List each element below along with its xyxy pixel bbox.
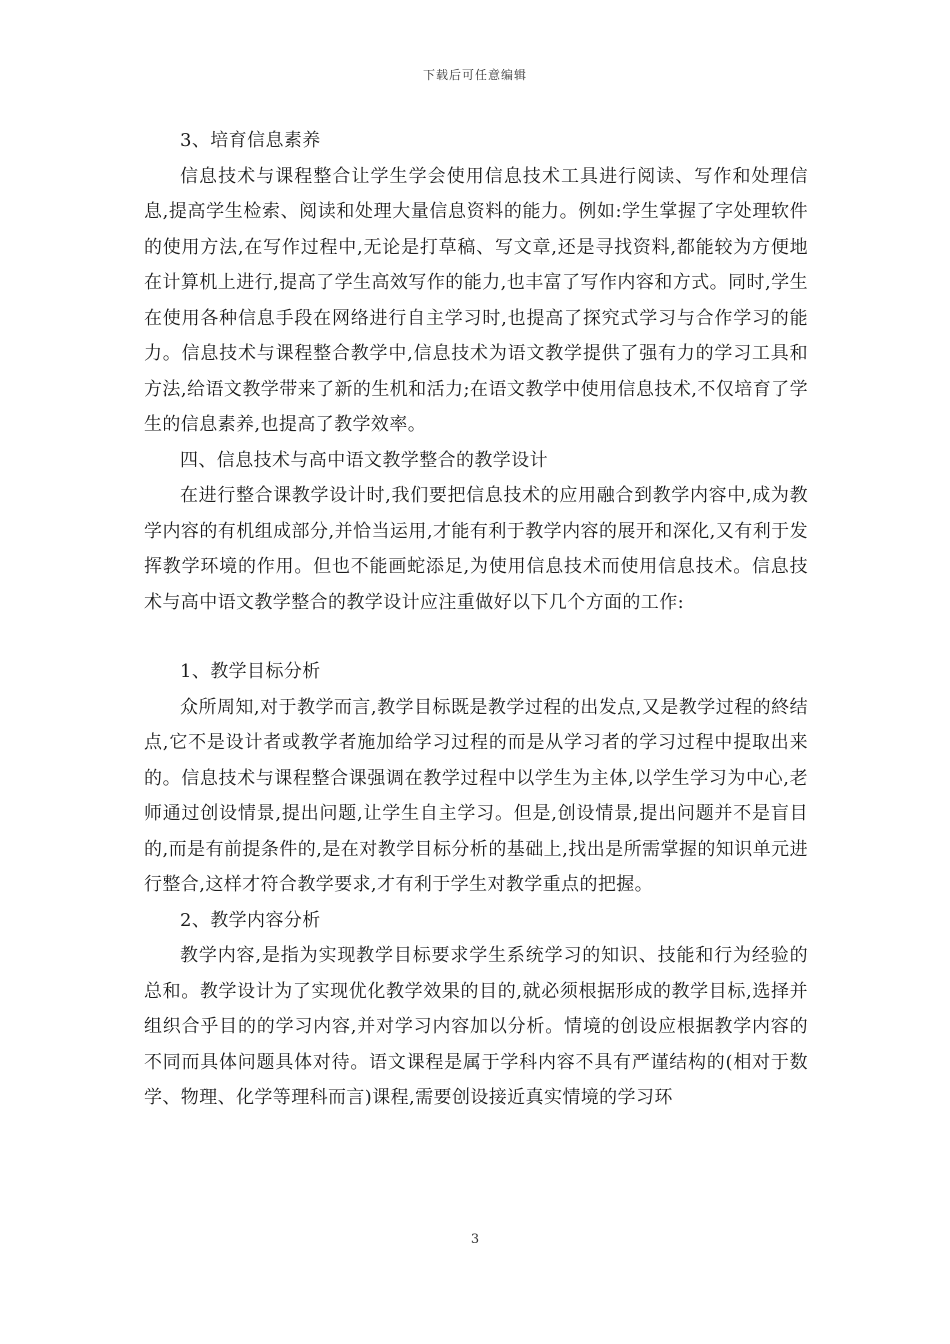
- paragraph-teaching-content: 教学内容,是指为实现教学目标要求学生系统学习的知识、技能和行为经验的总和。教学设计为了实现优化教学效果的目的,就必须根据形成的教学目标,选择并组织合乎目的的学习内容,并对学习内容加以分析。情境的创设应根据教学内容的不同而具体问题具体对待。语文课程是属于学科内容不具有严谨结构的(相对于数学、物理、化学等理科而言)课程,需要创设接近真实情境的学习环: [144, 945, 808, 1108]
- heading-section-4: 四、信息技术与高中语文教学整合的教学设计: [180, 449, 548, 471]
- page-header: 下载后可任意编辑: [422, 68, 527, 82]
- paragraph-teaching-goals: 众所周知,对于教学而言,教学目标既是教学过程的出发点,又是教学过程的終结点,它不是设计者或教学者施加给学习过程的而是从学习者的学习过程中提取出来的。信息技术与课程整合课强调在教学过程中以学生为主体,以学生学习为中心,老师通过创设情景,提出问题,让学生自主学习。但是,创设情景,提出问题并不是盲目的,而是有前提条件的,是在对教学目标分析的基础上,找出是所需掌握的知识单元进行整合,这样才符合教学要求,才有利于学生对教学重点的把握。: [144, 696, 808, 895]
- paragraph-section-4-intro: 在进行整合课教学设计时,我们要把信息技术的应用融合到教学内容中,成为教学内容的有机组成部分,并恰当运用,才能有利于教学内容的展开和深化,又有利于发挥教学环境的作用。但也不能画蛇添足,为使用信息技术而使用信息技术。信息技术与高中语文教学整合的教学设计应注重做好以下几个方面的工作:: [144, 485, 808, 613]
- page-number: 3: [470, 1232, 480, 1247]
- heading-1-teaching-goals: 1、教学目标分析: [180, 661, 321, 682]
- heading-2-teaching-content: 2、教学内容分析: [180, 909, 321, 931]
- document-body: [144, 123, 808, 1116]
- paragraph-info-literacy: 信息技术与课程整合让学生学会使用信息技术工具进行阅读、写作和处理信息,提高学生检索、阅读和处理大量信息资料的能力。例如:学生掌握了字处理软件的使用方法,在写作过程中,无论是打草稿、写文章,还是寻找资料,都能较为方便地在计算机上进行,提高了学生高效写作的能力,也丰富了写作内容和方式。同时,学生在使用各种信息手段在网络进行自主学习时,也提高了探究式学习与合作学习的能力。信息技术与课程整合教学中,信息技术为语文教学提供了强有力的学习工具和方法,给语文教学带来了新的生机和活力;在语文教学中使用信息技术,不仅培育了学生的信息素养,也提高了教学效率。: [144, 165, 808, 435]
- heading-3-info-literacy: 3、培育信息素养: [180, 130, 321, 151]
